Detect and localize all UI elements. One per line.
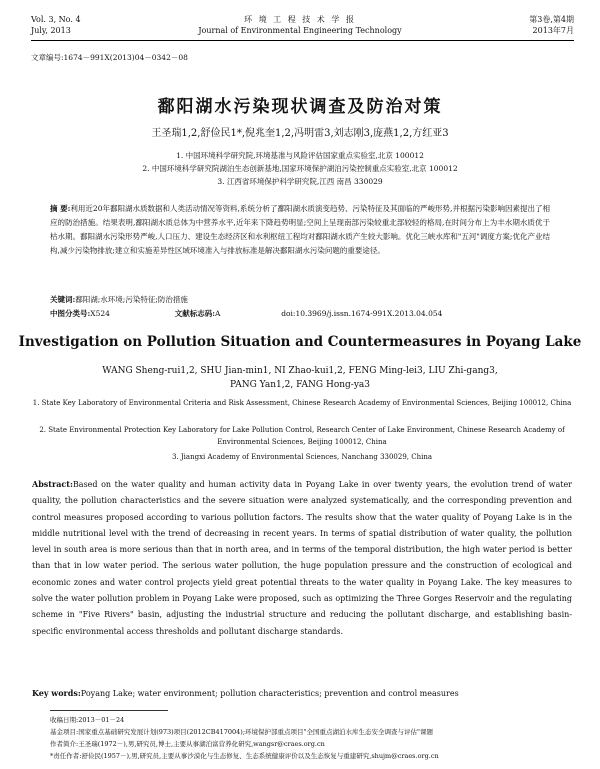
- doc-code-value: A: [215, 309, 221, 318]
- en-abstract-label: Abstract:: [32, 479, 73, 489]
- cn-keywords-label: 关键词:: [50, 295, 76, 304]
- volume-issue-cn: 第3卷,第4期: [529, 15, 574, 24]
- cn-abstract-label: 摘 要:: [50, 204, 71, 213]
- cn-abstract: [50, 202, 550, 258]
- en-keywords-text: Poyang Lake; water environment; pollution characteristics; prevention and control measures: [80, 689, 459, 698]
- cn-affiliation-1: 1. 中国环境科学研究院,环境基准与风险评估国家重点实验室,北京 100012: [176, 151, 424, 160]
- en-keywords: [32, 688, 572, 698]
- clc-label: 中图分类号:: [50, 309, 91, 318]
- issue-date: July, 2013: [31, 26, 71, 35]
- journal-name: [0, 14, 600, 36]
- doi: doi:10.3969/j.issn.1674-991X.2013.04.054: [281, 309, 443, 318]
- volume-issue: Vol. 3, No. 4: [31, 15, 81, 24]
- cn-title: 鄱阳湖水污染现状调查及防治对策: [157, 97, 443, 117]
- cn-keywords: [50, 294, 550, 305]
- en-authors-line-1: WANG Sheng-rui1,2, SHU Jian-min1, NI Zhao-kui1,2, FENG Ming-lei3, LIU Zhi-gang3,: [102, 366, 498, 376]
- clc-value: X524: [90, 309, 110, 318]
- cn-classification: [50, 308, 550, 319]
- en-affiliation-2: 2. State Environmental Protection Key Laboratory for Lake Pollution Control, Research Center of Lake Environment, Chinese Research Academy of Environmental Sciences, Beijing 100012, China: [39, 426, 565, 446]
- footnote-author-bio: 作者简介:王圣瑞(1972－),男,研究员,博士,主要从事湖泊富营养化研究,wangsr@craes.org.cn: [50, 740, 325, 748]
- en-abstract-text: Based on the water quality and human activity data in Poyang Lake in over twenty years, the evolution trend of water quality, the pollution characteristics and the severe situation were analyzed systematically, and the corresponding prevention and control measures proposed according to various pollution factors. The results show that the water quality of Poyang Lake is in the middle nutritional level with the trend of decreasing in recent years. In terms of spatial distribution of water quality, the pollution level in south area is more serious than that in north area, and in terms of the temporal distribution, the high water period is better than that in low water period. The serious water pollution, the huge population pressure and the construction of ecological and economic zones and water control projects yield great potential threats to the water quality in Poyang Lake. The key measures to solve the water pollution problem in Poyang Lake were proposed, such as optimizing the Three Gorges Reservoir and the regulating scheme in "Five Rivers" basin, adjusting the industrial structure and reducing the pollutant discharge, and establishing basin-specific environmental access thresholds and pollutant discharge standards.: [32, 480, 572, 636]
- issue-date-cn: 2013年7月: [532, 26, 574, 35]
- footnote-corresponding-author: *责任作者:舒俭民(1957－),男,研究员,主要从事沙漠化与生态修复、生态系统健康评价以及生态恢复与重建研究,shujm@craes.org.cn: [50, 752, 439, 760]
- en-title: Investigation on Pollution Situation and Countermeasures in Poyang Lake: [18, 334, 582, 350]
- footnote-received: 收稿日期:2013－01－24: [50, 716, 125, 724]
- en-affiliation-3: 3. Jiangxi Academy of Environmental Sciences, Nanchang 330029, China: [171, 453, 433, 461]
- cn-authors: 王圣瑞1,2,舒俭民1*,倪兆奎1,2,冯明雷3,刘志刚3,庞燕1,2,方红亚3: [151, 128, 449, 139]
- header-divider: [31, 40, 574, 41]
- en-affiliation-1: 1. State Key Laboratory of Environmental Criteria and Risk Assessment, Chinese Research Academy of Environmental Sciences, Beijing 100012, China: [32, 399, 572, 407]
- en-keywords-label: Key words:: [32, 688, 81, 698]
- journal-name-en: Journal of Environmental Engineering Technology: [198, 26, 402, 35]
- footnote-divider: [50, 710, 168, 711]
- cn-affiliation-3: 3. 江西省环境保护科学研究院,江西 南昌 330029: [217, 177, 383, 186]
- doc-code-label: 文献标志码:: [174, 309, 215, 318]
- en-abstract: [32, 476, 572, 640]
- en-authors-line-2: PANG Yan1,2, FANG Hong-ya3: [229, 380, 371, 390]
- footnote-funding: 基金项目:国家重点基础研究发展计划(973)项目(2012CB417004);环境保护部重点项目"全国重点湖泊水库生态安全调查与评估"课题: [50, 728, 434, 736]
- cn-keywords-text: 鄱阳湖;水环境;污染特征;防治措施: [75, 295, 188, 304]
- journal-volume-info-cn: [529, 14, 574, 36]
- cn-affiliation-2: 2. 中国环境科学研究院湖泊生态创新基地,国家环境保护湖泊污染控制重点实验室,北京 100012: [142, 164, 458, 173]
- cn-abstract-text: 利用近20年鄱阳湖水质数据和人类活动情况等资料,系统分析了鄱阳湖水质演变趋势、污染特征及其面临的严峻形势,并根据污染影响因素提出了相应的防治措施。结果表明,鄱阳湖水质总体为中营养水平,近年来下降趋势明显;空间上呈现南部污染较重北部较轻的格局,在时间分布上为丰水期水质优于枯水期。鄱阳湖水污染形势严峻,人口压力、建设生态经济区和水利枢纽工程均对鄱阳湖水质产生较大影响。优化三峡水库和"五河"调度方案;优化产业结构,减少污染物排放;建立和实施差异性区域环境准入与排放标准是解决鄱阳湖水污染问题的重要途径。: [50, 204, 550, 255]
- article-number: 文章编号:1674－991X(2013)04－0342－08: [31, 53, 188, 62]
- journal-name-cn: 环 境 工 程 技 术 学 报: [244, 15, 356, 24]
